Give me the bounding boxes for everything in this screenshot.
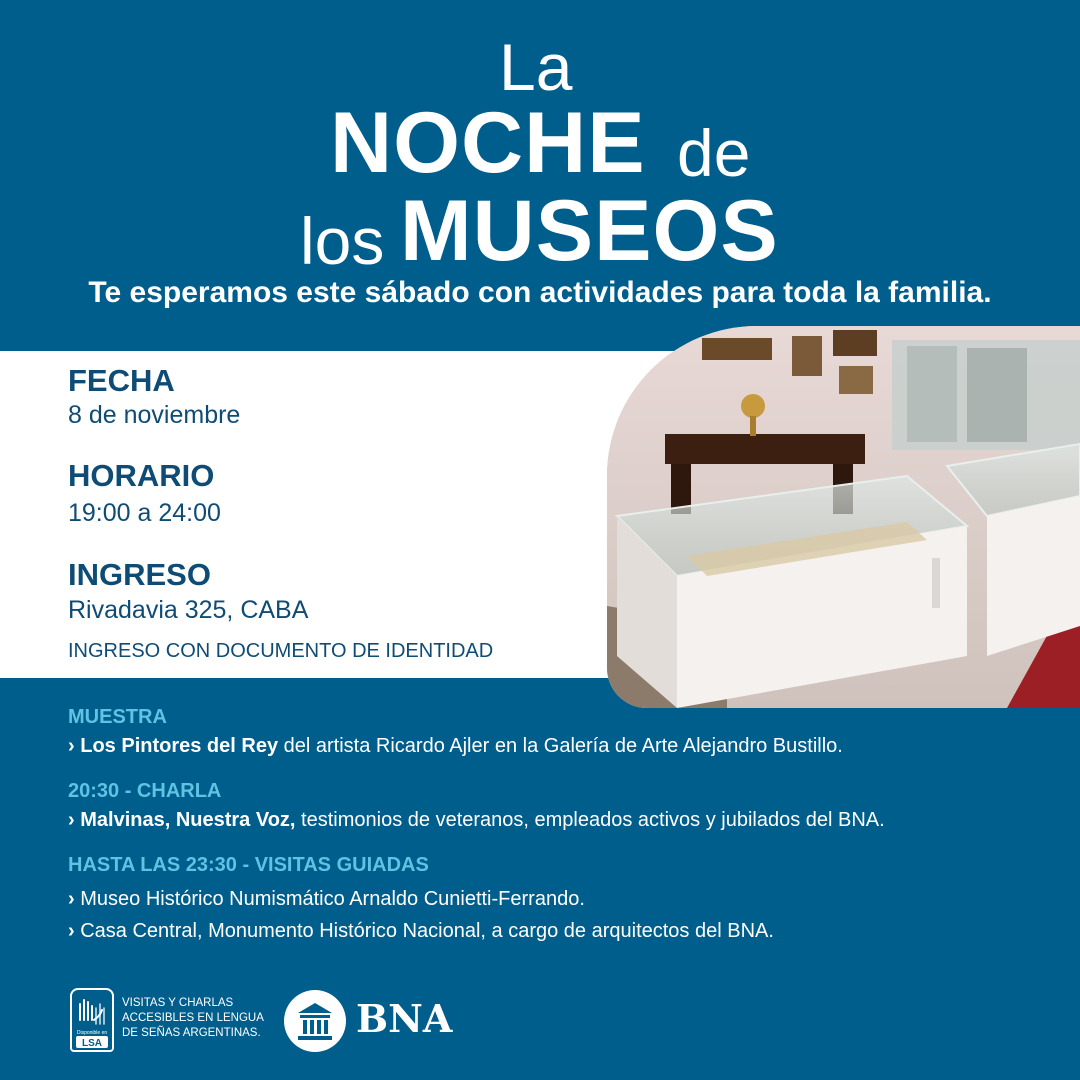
visita-line-1: [68, 889, 1068, 909]
horario-value: 19:00 a 24:00: [68, 499, 221, 527]
title-noche: NOCHE: [330, 95, 646, 191]
bullet-icon: ›: [68, 809, 75, 831]
title-museos: MUSEOS: [400, 183, 779, 279]
muestra-desc: del artista Ricardo Ajler en la Galería de Arte Alejandro Bustillo.: [278, 735, 843, 757]
title-los: los: [300, 204, 385, 278]
muestra-title: Los Pintores del Rey: [80, 735, 279, 757]
charla-heading: 20:30 - CHARLA: [68, 780, 222, 802]
charla-line: [68, 810, 1068, 830]
charla-desc: testimonios de veteranos, empleados activos y jubilados del BNA.: [295, 809, 885, 831]
visita-1: Museo Histórico Numismático Arnaldo Cunietti-Ferrando.: [80, 888, 585, 910]
bullet-icon: ›: [68, 735, 75, 757]
lsa-accessibility-text: [122, 996, 264, 1041]
muestra-line: [68, 736, 1068, 756]
title-la: La: [499, 30, 573, 104]
lsa-line-3: DE SEÑAS ARGENTINAS.: [122, 1026, 261, 1039]
title-de: de: [677, 116, 751, 190]
muestra-heading: MUESTRA: [68, 706, 167, 728]
subtitle: Te esperamos este sábado con actividades para toda la familia.: [88, 276, 992, 309]
ingreso-note: INGRESO CON DOCUMENTO DE IDENTIDAD: [68, 640, 494, 662]
ingreso-label: INGRESO: [68, 557, 211, 592]
program-visitas: [68, 855, 1068, 941]
museum-interior-illustration: [607, 326, 1080, 708]
lsa-line-1: VISITAS Y CHARLAS: [122, 997, 234, 1009]
fecha-value: 8 de noviembre: [68, 401, 241, 429]
ingreso-value: Rivadavia 325, CABA: [68, 596, 309, 624]
lsa-line-2: ACCESIBLES EN LENGUA: [122, 1011, 264, 1024]
bullet-icon: ›: [68, 920, 75, 942]
event-title: [0, 30, 1080, 279]
visitas-heading: HASTA LAS 23:30 - VISITAS GUIADAS: [68, 854, 429, 876]
bank-building-icon: [284, 990, 346, 1052]
lsa-hands-icon: [70, 988, 114, 1052]
horario-label: HORARIO: [68, 458, 215, 493]
bullet-icon: ›: [68, 888, 75, 910]
visita-line-2: [68, 921, 1068, 941]
sign-language-hands-icon: [72, 990, 112, 1050]
bna-logo-text: BNA: [356, 996, 453, 1041]
program-charla: [68, 781, 1068, 830]
lsa-badge: LSA: [82, 1038, 102, 1049]
bna-bank-icon: [284, 990, 346, 1052]
charla-title: Malvinas, Nuestra Voz,: [80, 809, 296, 831]
visita-2: Casa Central, Monumento Histórico Nacional, a cargo de arquitectos del BNA.: [80, 920, 774, 942]
museum-photo: [607, 326, 1080, 708]
program-muestra: [68, 707, 1068, 756]
fecha-label: FECHA: [68, 363, 175, 398]
lsa-badge-small: Disponible en: [76, 1030, 108, 1036]
